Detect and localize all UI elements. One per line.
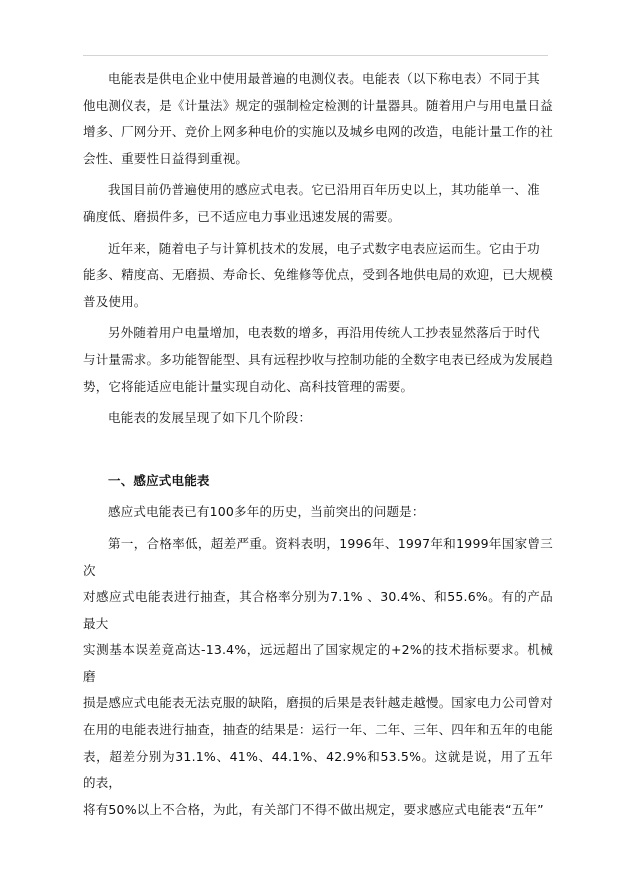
text-line: 近年来，随着电子与计算机技术的发展，电子式数字电表应运而生。它由于功: [108, 240, 540, 256]
text-line: 能多、精度高、无磨损、寿命长、免维修等优点，受到各地供电局的欢迎，已大规模: [83, 267, 553, 283]
text-line: 他电测仪表，是《计量法》规定的强制检定检测的计量器具。随着用户与用电量日益: [83, 97, 553, 113]
text-line: 实测基本误差竟高达-13.4%，远远超出了国家规定的+2%的技术指标要求。机械磨: [83, 642, 553, 684]
text-line: 损是感应式电能表无法克服的缺陷，磨损的后果是表针越走越慢。国家电力公司曾对: [83, 695, 553, 711]
text-line: 我国目前仍普遍使用的感应式电表。它已沿用百年历史以上，其功能单一、准: [108, 182, 540, 198]
paragraph-stages-intro: [83, 405, 553, 432]
paragraph-remote-reading: [83, 320, 553, 400]
paragraph-digital-meters: [83, 236, 553, 316]
text-line: 感应式电能表已有100多年的历史，当前突出的问题是：: [108, 504, 425, 520]
text-line: 与计量需求。多功能智能型、具有远程抄收与控制功能的全数字电表已经成为发展趋: [83, 351, 553, 367]
text-line: 确度低、磨损件多，已不适应电力事业迅速发展的需要。: [83, 208, 401, 224]
text-line: 普及使用。: [83, 293, 147, 309]
text-line: 对感应式电能表进行抽查，其合格率分别为7.1% 、30.4%、和55.6%。有的产品最大: [83, 589, 553, 631]
text-line: 另外随着用户电量增加，电表数的增多，再沿用传统人工抄表显然落后于时代: [108, 325, 540, 341]
text-line: 表，超差分别为31.1%、41%、44.1%、42.9%和53.5%。这就是说，用了五年的表，: [83, 748, 553, 791]
text-line: 电能表是供电企业中使用最普遍的电测仪表。电能表（以下称电表）不同于其: [108, 71, 540, 86]
text-line: 第一，合格率低，超差严重。资料表明，1996年、1997年和1999年国家曾三次: [83, 535, 553, 578]
text-line: 势，它将能适应电能计量实现自动化、高科技管理的需要。: [83, 378, 414, 394]
paragraph-pass-rate: [83, 531, 553, 824]
text-line: 增多、厂网分开、竞价上网多种电价的实施以及城乡电网的改造，电能计量工作的社: [83, 124, 553, 140]
text-line: 将有50%以上不合格，为此，有关部门不得不做出规定，要求感应式电能表“五年”: [83, 801, 544, 817]
text-line: 会性、重要性日益得到重视。: [83, 150, 249, 166]
paragraph-intro: [83, 66, 553, 172]
document-body: [83, 66, 553, 823]
header-rule: [83, 55, 548, 56]
section-heading: 一、感应式电能表: [108, 472, 210, 488]
paragraph-history: [83, 499, 553, 526]
paragraph-induction-meters: [83, 177, 553, 230]
text-line: 电能表的发展呈现了如下几个阶段：: [108, 410, 312, 426]
text-line: 在用的电能表进行抽查，抽查的结果是：运行一年、二年、三年、四年和五年的电能: [83, 722, 553, 738]
